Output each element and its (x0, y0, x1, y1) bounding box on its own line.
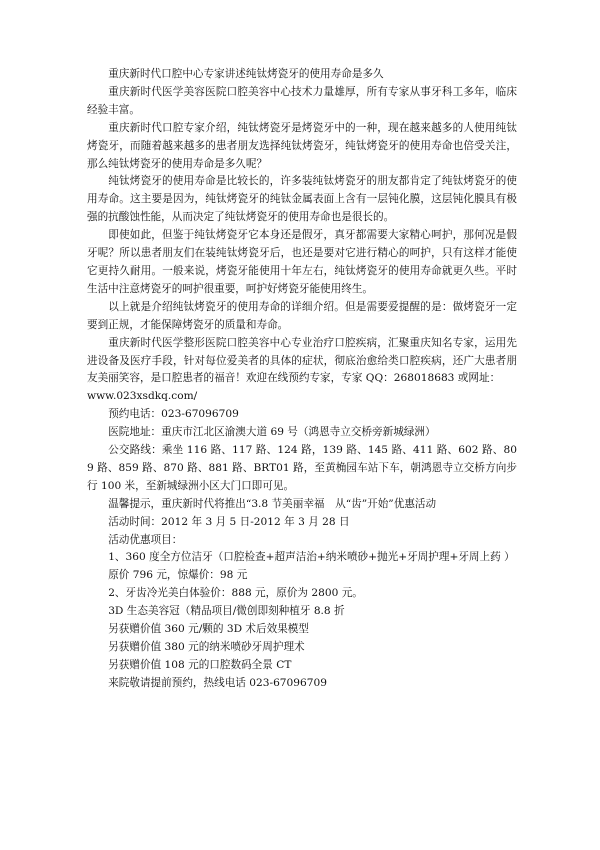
promo-gift-sandblast: 另获赠价值 380 元的纳米喷砂牙周护理术 (108, 641, 305, 653)
body-paragraph-4: 以上就是介绍纯钛烤瓷牙的使用寿命的详细介绍。但是需要爱提醒的是：做烤瓷牙一定要到正规，才能保障烤瓷牙的质量和寿命。 (87, 300, 517, 331)
promo-item-cleaning-price: 原价 796 元，惊爆价：98 元 (108, 569, 248, 582)
promo-tip: 温馨提示，重庆新时代将推出“3.8 节美丽幸福 从“齿”开始”优惠活动 (108, 497, 437, 510)
body-paragraph-2: 纯钛烤瓷牙的使用寿命是比较长的，许多装纯钛烤瓷牙的朋友都肯定了纯钛烤瓷牙的使用寿命。这主要是因为，纯钛烤瓷牙的纯钛金属表面上含有一层钝化膜，这层钝化膜具有极强的抗酸蚀性能，从而决定了纯钛烤瓷牙的使用寿命也是很长的。 (87, 175, 517, 224)
promo-gift-model: 另获赠价值 360 元/颗的 3D 术后效果模型 (108, 623, 309, 636)
body-paragraph-1: 重庆新时代口腔专家介绍，纯钛烤瓷牙是烤瓷牙中的一种，现在越来越多的人使用纯钛烤瓷牙，而随着越来越多的患者朋友选择纯钛烤瓷牙，纯钛烤瓷牙的使用寿命也倍受关注，那么纯钛烤瓷牙的使用寿命是多久呢？ (87, 121, 517, 170)
promo-hotline: 来院敬请提前预约，热线电话 023-67096709 (108, 676, 327, 689)
article-title: 重庆新时代口腔中心专家讲述纯钛烤瓷牙的使用寿命是多久 (108, 68, 384, 80)
promo-period: 活动时间：2012 年 3 月 5 日-2012 年 3 月 28 日 (108, 515, 350, 528)
body-paragraph-3: 即使如此，但鉴于纯钛烤瓷牙它本身还是假牙，真牙都需要大家精心呵护，那何况是假牙呢？所以患者朋友们在装纯钛烤瓷牙后，也还是要对它进行精心的呵护，只有这样才能使它更持久耐用。一般来说，烤瓷牙能使用十年左右，纯钛烤瓷牙的使用寿命就更久些。平时生活中注意烤瓷牙的呵护很重要，呵护好烤瓷牙能使用终生。 (87, 229, 517, 295)
website-link[interactable]: www.023xsdkq.com/ (87, 390, 198, 403)
promo-item-crown: 3D 生态美容冠（精品项目/微创即刻种植牙 8.8 折 (108, 605, 345, 618)
promo-item-cleaning: 1、360 度全方位洁牙（口腔检查+超声洁治+纳米喷砂+抛光+牙周护理+牙周上药 ） (108, 551, 515, 564)
booking-phone: 预约电话：023-67096709 (108, 408, 239, 421)
promo-item-whitening: 2、牙齿冷光美白体验价：888 元，原价为 2800 元。 (108, 587, 363, 600)
clinic-paragraph: 重庆新时代医学整形医院口腔美容中心专业治疗口腔疾病，汇聚重庆知名专家，运用先进设备及医疗手段，针对每位爱美者的具体的症状，彻底治愈给类口腔疾病，还广大患者朋友美丽笑容，是口腔患者的福音！欢迎在线预约专家，专家 QQ：268018683 或网址： (87, 336, 517, 385)
bus-route: 公交路线：乘坐 116 路、117 路、124 路，139 路、145 路、411 路、602 路、809 路、859 路、870 路、881 路、BRT01 路，至黄桷园车站下车，朝鸿恩寺立交桥方向步行 100 米，至新城绿洲小区大门口即可见。 (87, 444, 517, 492)
promo-items-heading: 活动优惠项目： (108, 533, 183, 546)
intro-paragraph: 重庆新时代医学美容医院口腔美容中心技术力量雄厚，所有专家从事牙科工多年，临床经验丰富。 (87, 85, 517, 116)
promo-gift-ct: 另获赠价值 108 元的口腔数码全景 CT (108, 658, 292, 671)
hospital-address: 医院地址：重庆市江北区渝澳大道 69 号（鸿恩寺立交桥旁新城绿洲） (108, 426, 436, 439)
